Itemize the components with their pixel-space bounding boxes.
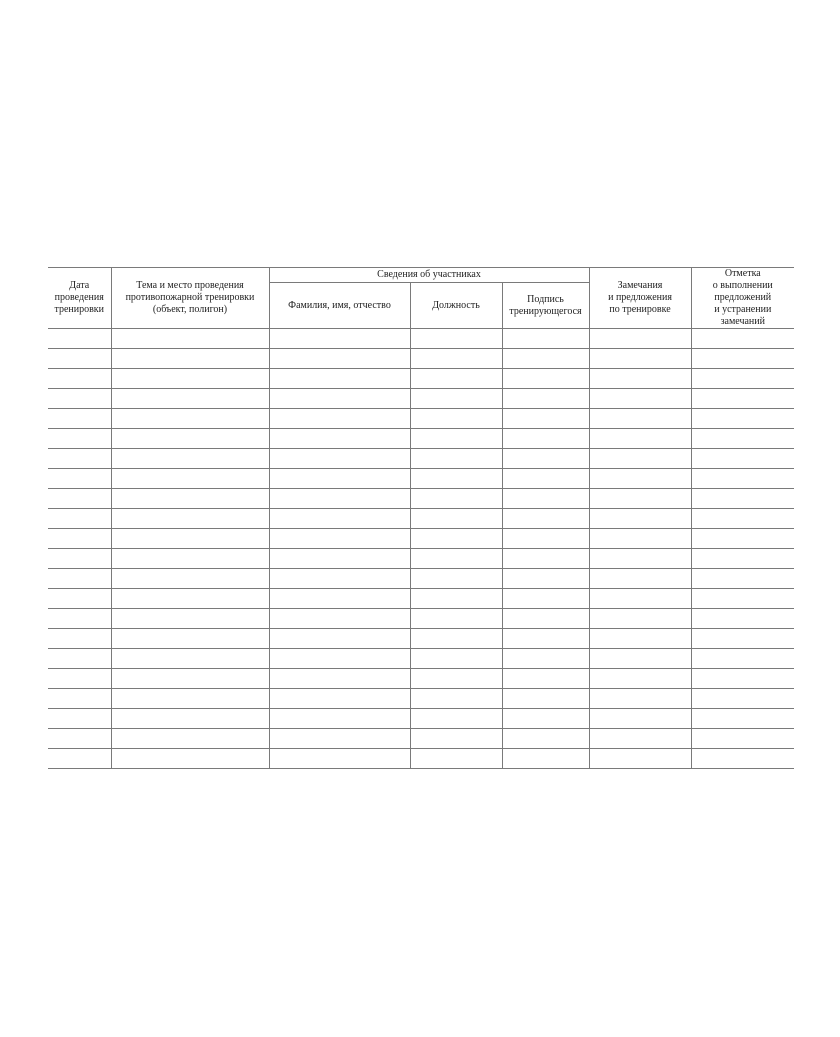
cell-topic[interactable]: [111, 689, 269, 709]
cell-remarks[interactable]: [589, 349, 691, 369]
cell-position[interactable]: [410, 749, 502, 769]
table-row: [48, 649, 794, 669]
cell-full-name[interactable]: [269, 609, 410, 629]
cell-topic[interactable]: [111, 489, 269, 509]
header-remarks: Замечания и предложения по тренировке: [589, 268, 691, 329]
cell-position[interactable]: [410, 349, 502, 369]
cell-position[interactable]: [410, 389, 502, 409]
cell-remarks[interactable]: [589, 669, 691, 689]
cell-full-name[interactable]: [269, 689, 410, 709]
table-row: [48, 549, 794, 569]
cell-remarks[interactable]: [589, 469, 691, 489]
cell-signature[interactable]: [502, 389, 589, 409]
cell-completion-mark[interactable]: [691, 689, 794, 709]
cell-signature[interactable]: [502, 709, 589, 729]
cell-remarks[interactable]: [589, 329, 691, 349]
cell-signature[interactable]: [502, 749, 589, 769]
cell-position[interactable]: [410, 429, 502, 449]
cell-remarks[interactable]: [589, 729, 691, 749]
table-row: [48, 429, 794, 449]
cell-topic[interactable]: [111, 509, 269, 529]
table-row: [48, 369, 794, 389]
table-row: [48, 509, 794, 529]
cell-date[interactable]: [48, 329, 111, 349]
table-row: [48, 689, 794, 709]
cell-remarks[interactable]: [589, 509, 691, 529]
cell-remarks[interactable]: [589, 489, 691, 509]
cell-full-name[interactable]: [269, 749, 410, 769]
cell-topic[interactable]: [111, 429, 269, 449]
cell-remarks[interactable]: [589, 549, 691, 569]
cell-full-name[interactable]: [269, 709, 410, 729]
cell-completion-mark[interactable]: [691, 729, 794, 749]
cell-completion-mark[interactable]: [691, 469, 794, 489]
cell-completion-mark[interactable]: [691, 629, 794, 649]
cell-topic[interactable]: [111, 569, 269, 589]
cell-date[interactable]: [48, 729, 111, 749]
cell-topic[interactable]: [111, 529, 269, 549]
cell-topic[interactable]: [111, 549, 269, 569]
cell-full-name[interactable]: [269, 429, 410, 449]
cell-position[interactable]: [410, 729, 502, 749]
cell-topic[interactable]: [111, 449, 269, 469]
cell-remarks[interactable]: [589, 369, 691, 389]
table-row: [48, 569, 794, 589]
cell-position[interactable]: [410, 529, 502, 549]
table-row: [48, 629, 794, 649]
cell-position[interactable]: [410, 509, 502, 529]
cell-full-name[interactable]: [269, 729, 410, 749]
cell-position[interactable]: [410, 669, 502, 689]
cell-position[interactable]: [410, 549, 502, 569]
cell-date[interactable]: [48, 609, 111, 629]
cell-date[interactable]: [48, 349, 111, 369]
cell-completion-mark[interactable]: [691, 649, 794, 669]
header-signature: Подпись тренирующегося: [502, 283, 589, 329]
table-row: [48, 609, 794, 629]
cell-full-name[interactable]: [269, 369, 410, 389]
cell-topic[interactable]: [111, 609, 269, 629]
header-full-name: Фамилия, имя, отчество: [269, 283, 410, 329]
cell-topic[interactable]: [111, 409, 269, 429]
cell-signature[interactable]: [502, 409, 589, 429]
cell-position[interactable]: [410, 709, 502, 729]
cell-signature[interactable]: [502, 609, 589, 629]
cell-full-name[interactable]: [269, 349, 410, 369]
cell-topic[interactable]: [111, 629, 269, 649]
cell-completion-mark[interactable]: [691, 349, 794, 369]
cell-completion-mark[interactable]: [691, 429, 794, 449]
cell-remarks[interactable]: [589, 609, 691, 629]
cell-position[interactable]: [410, 629, 502, 649]
cell-full-name[interactable]: [269, 469, 410, 489]
cell-full-name[interactable]: [269, 509, 410, 529]
cell-date[interactable]: [48, 649, 111, 669]
cell-topic[interactable]: [111, 369, 269, 389]
header-completion-mark: Отметка о выполнении предложений и устранении замечаний: [691, 268, 794, 329]
cell-full-name[interactable]: [269, 529, 410, 549]
cell-date[interactable]: [48, 549, 111, 569]
table-row: [48, 729, 794, 749]
cell-date[interactable]: [48, 449, 111, 469]
cell-remarks[interactable]: [589, 449, 691, 469]
cell-signature[interactable]: [502, 329, 589, 349]
cell-date[interactable]: [48, 689, 111, 709]
cell-completion-mark[interactable]: [691, 529, 794, 549]
cell-date[interactable]: [48, 709, 111, 729]
cell-remarks[interactable]: [589, 569, 691, 589]
cell-date[interactable]: [48, 429, 111, 449]
cell-date[interactable]: [48, 369, 111, 389]
cell-position[interactable]: [410, 589, 502, 609]
cell-completion-mark[interactable]: [691, 609, 794, 629]
cell-signature[interactable]: [502, 369, 589, 389]
cell-position[interactable]: [410, 369, 502, 389]
cell-position[interactable]: [410, 469, 502, 489]
table-row: [48, 389, 794, 409]
cell-remarks[interactable]: [589, 649, 691, 669]
cell-completion-mark[interactable]: [691, 749, 794, 769]
cell-completion-mark[interactable]: [691, 509, 794, 529]
cell-remarks[interactable]: [589, 589, 691, 609]
cell-signature[interactable]: [502, 489, 589, 509]
cell-signature[interactable]: [502, 469, 589, 489]
cell-date[interactable]: [48, 489, 111, 509]
cell-signature[interactable]: [502, 429, 589, 449]
cell-completion-mark[interactable]: [691, 589, 794, 609]
header-date: Дата проведения тренировки: [48, 268, 111, 329]
cell-position[interactable]: [410, 569, 502, 589]
training-log-table: [48, 267, 794, 769]
cell-position[interactable]: [410, 329, 502, 349]
cell-topic[interactable]: [111, 469, 269, 489]
cell-topic[interactable]: [111, 729, 269, 749]
cell-topic[interactable]: [111, 349, 269, 369]
cell-remarks[interactable]: [589, 749, 691, 769]
cell-signature[interactable]: [502, 349, 589, 369]
cell-position[interactable]: [410, 409, 502, 429]
cell-signature[interactable]: [502, 509, 589, 529]
table-row: [48, 529, 794, 549]
cell-signature[interactable]: [502, 729, 589, 749]
cell-date[interactable]: [48, 509, 111, 529]
training-log-form: [48, 267, 794, 769]
table-row: [48, 329, 794, 349]
cell-full-name[interactable]: [269, 389, 410, 409]
cell-full-name[interactable]: [269, 409, 410, 429]
table-row: [48, 469, 794, 489]
cell-date[interactable]: [48, 629, 111, 649]
cell-position[interactable]: [410, 489, 502, 509]
table-row: [48, 749, 794, 769]
cell-full-name[interactable]: [269, 449, 410, 469]
cell-date[interactable]: [48, 469, 111, 489]
cell-signature[interactable]: [502, 529, 589, 549]
training-log-body: [48, 329, 794, 769]
cell-date[interactable]: [48, 529, 111, 549]
header-position: Должность: [410, 283, 502, 329]
cell-completion-mark[interactable]: [691, 369, 794, 389]
cell-signature[interactable]: [502, 669, 589, 689]
cell-remarks[interactable]: [589, 689, 691, 709]
cell-completion-mark[interactable]: [691, 569, 794, 589]
cell-date[interactable]: [48, 409, 111, 429]
cell-remarks[interactable]: [589, 409, 691, 429]
cell-completion-mark[interactable]: [691, 709, 794, 729]
cell-completion-mark[interactable]: [691, 669, 794, 689]
table-row: [48, 489, 794, 509]
cell-signature[interactable]: [502, 649, 589, 669]
cell-topic[interactable]: [111, 649, 269, 669]
cell-topic[interactable]: [111, 389, 269, 409]
cell-remarks[interactable]: [589, 429, 691, 449]
cell-completion-mark[interactable]: [691, 389, 794, 409]
cell-topic[interactable]: [111, 589, 269, 609]
cell-full-name[interactable]: [269, 629, 410, 649]
cell-remarks[interactable]: [589, 389, 691, 409]
cell-full-name[interactable]: [269, 669, 410, 689]
table-row: [48, 409, 794, 429]
cell-remarks[interactable]: [589, 629, 691, 649]
cell-date[interactable]: [48, 749, 111, 769]
table-row: [48, 449, 794, 469]
cell-signature[interactable]: [502, 569, 589, 589]
cell-full-name[interactable]: [269, 549, 410, 569]
cell-topic[interactable]: [111, 329, 269, 349]
cell-remarks[interactable]: [589, 709, 691, 729]
cell-completion-mark[interactable]: [691, 549, 794, 569]
cell-full-name[interactable]: [269, 489, 410, 509]
table-row: [48, 349, 794, 369]
cell-signature[interactable]: [502, 589, 589, 609]
cell-date[interactable]: [48, 589, 111, 609]
cell-position[interactable]: [410, 449, 502, 469]
cell-date[interactable]: [48, 669, 111, 689]
cell-full-name[interactable]: [269, 649, 410, 669]
cell-full-name[interactable]: [269, 569, 410, 589]
table-row: [48, 589, 794, 609]
cell-date[interactable]: [48, 389, 111, 409]
header-participants-group: Сведения об участниках: [269, 268, 589, 283]
cell-full-name[interactable]: [269, 589, 410, 609]
cell-full-name[interactable]: [269, 329, 410, 349]
cell-completion-mark[interactable]: [691, 409, 794, 429]
cell-signature[interactable]: [502, 629, 589, 649]
table-row: [48, 669, 794, 689]
cell-signature[interactable]: [502, 689, 589, 709]
cell-topic[interactable]: [111, 709, 269, 729]
cell-completion-mark[interactable]: [691, 449, 794, 469]
cell-date[interactable]: [48, 569, 111, 589]
cell-signature[interactable]: [502, 449, 589, 469]
cell-position[interactable]: [410, 649, 502, 669]
cell-completion-mark[interactable]: [691, 489, 794, 509]
cell-completion-mark[interactable]: [691, 329, 794, 349]
cell-position[interactable]: [410, 609, 502, 629]
header-topic: Тема и место проведения противопожарной тренировки (объект, полигон): [111, 268, 269, 329]
table-row: [48, 709, 794, 729]
cell-remarks[interactable]: [589, 529, 691, 549]
cell-signature[interactable]: [502, 549, 589, 569]
cell-topic[interactable]: [111, 749, 269, 769]
cell-topic[interactable]: [111, 669, 269, 689]
cell-position[interactable]: [410, 689, 502, 709]
